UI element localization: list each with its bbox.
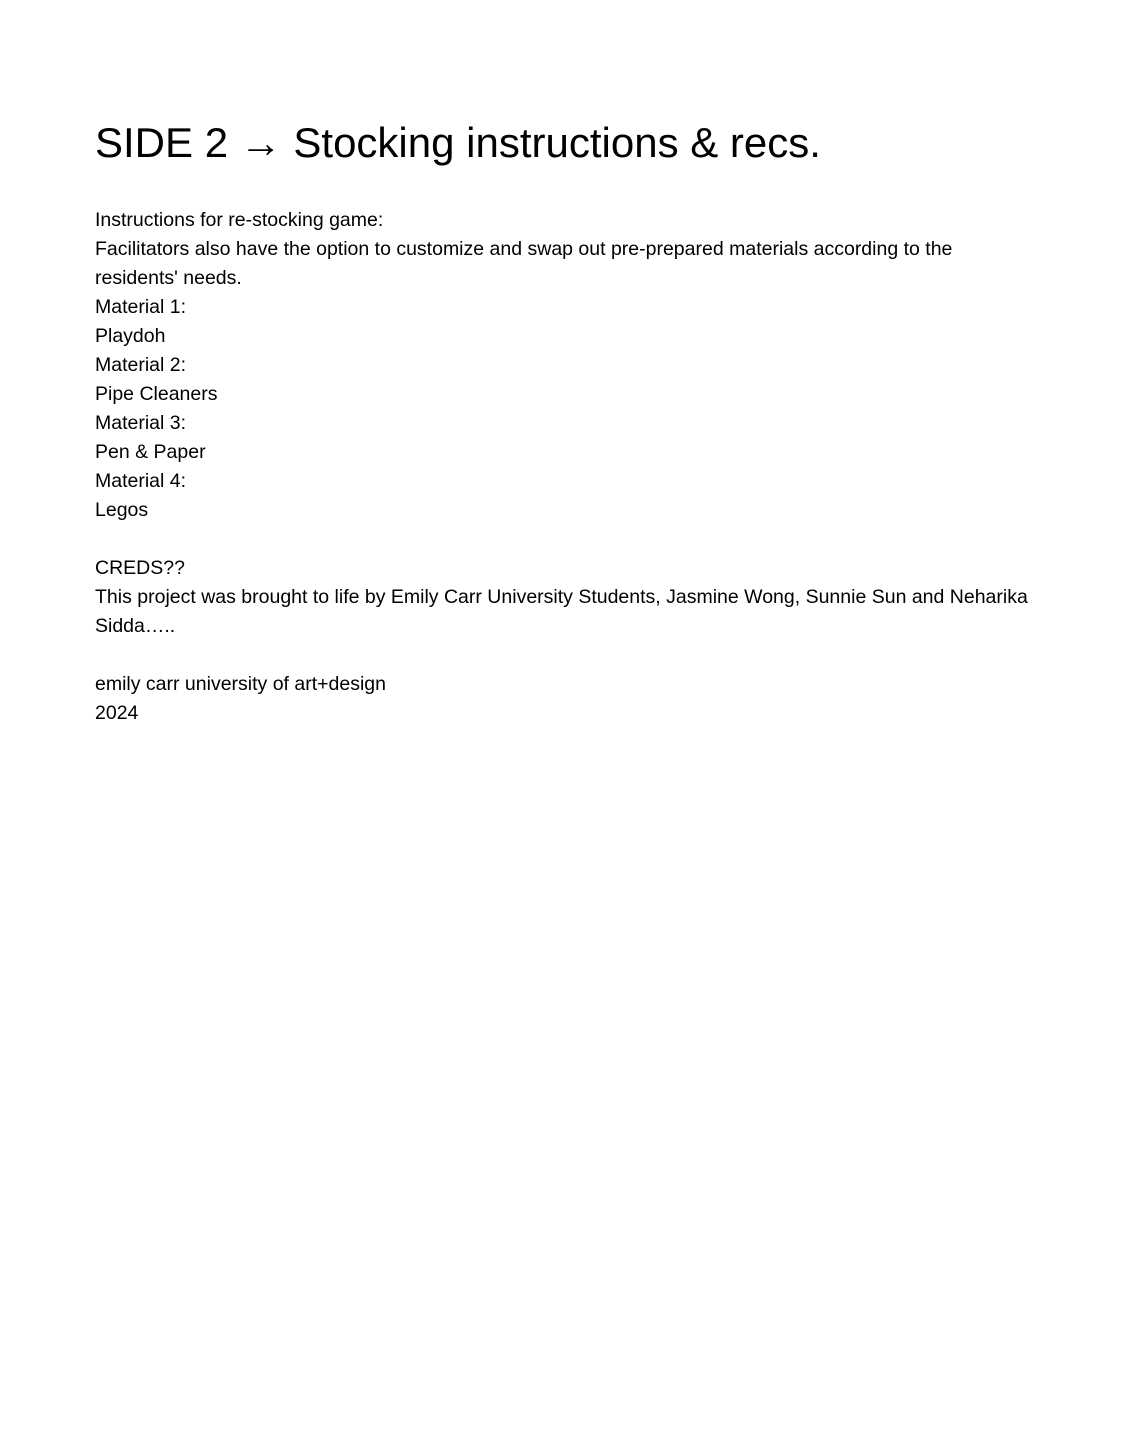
materials-list (95, 293, 1029, 525)
material-value: Legos (95, 499, 149, 522)
material-label: Material 4: (95, 470, 187, 493)
credits-body: This project was brought to life by Emily Carr University Students, Jasmine Wong, Sunnie Sun and Neharika Sidda….. (95, 586, 1028, 638)
document-content (95, 118, 1029, 728)
material-label: Material 2: (95, 354, 187, 377)
page-title: SIDE 2 → Stocking instructions & recs. (95, 119, 821, 166)
material-item (95, 467, 1029, 525)
spacer (95, 525, 1029, 554)
instructions-body: Facilitators also have the option to customize and swap out pre-prepared materials according to the residents' needs. (95, 238, 953, 290)
instructions-intro: Instructions for re-stocking game: (95, 209, 384, 232)
material-label: Material 1: (95, 296, 187, 319)
material-item (95, 409, 1029, 467)
credits-heading: CREDS?? (95, 557, 185, 580)
spacer (95, 641, 1029, 670)
material-value: Pen & Paper (95, 441, 206, 464)
footer-institution: emily carr university of art+design (95, 673, 386, 696)
material-item (95, 351, 1029, 409)
document-body (95, 206, 1029, 728)
material-value: Pipe Cleaners (95, 383, 218, 406)
material-value: Playdoh (95, 325, 166, 348)
material-label: Material 3: (95, 412, 187, 435)
material-item (95, 293, 1029, 351)
footer-year: 2024 (95, 702, 139, 725)
